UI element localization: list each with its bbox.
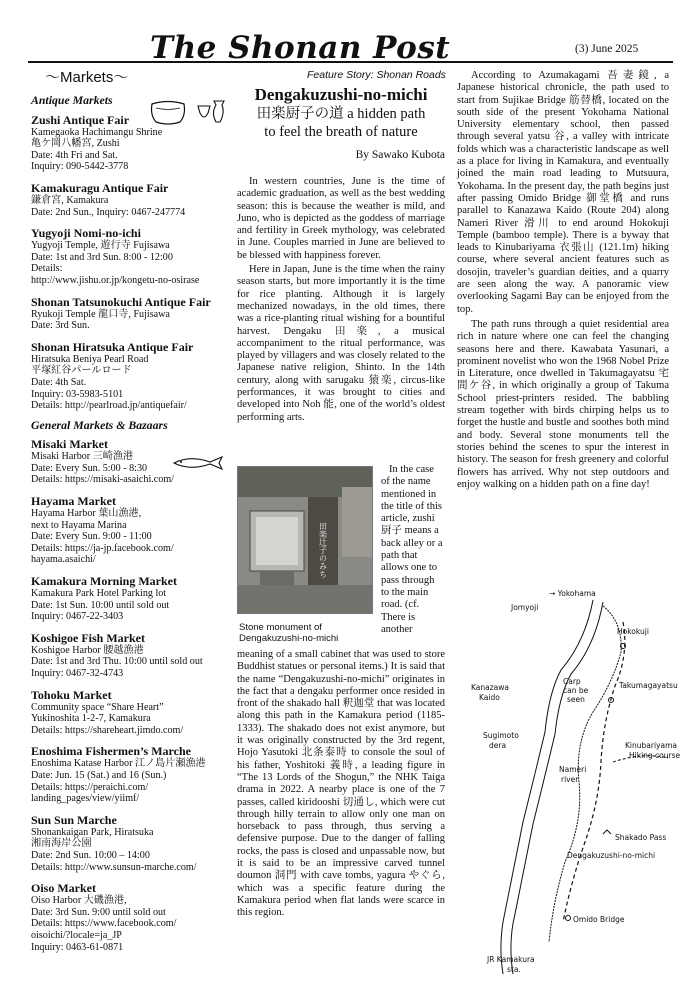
- market-entry: [31, 631, 241, 680]
- market-detail: Kamegaoka Hachimangu Shrine: [31, 126, 163, 138]
- markets-title: ～Markets～: [45, 69, 129, 86]
- market-name: Oiso Market: [31, 881, 96, 896]
- map-label-carp-2: can be: [563, 686, 589, 695]
- market-detail: Details: https://misaki-asaichi.com/: [31, 474, 174, 486]
- market-detail: 鎌倉宮, Kamakura: [31, 194, 109, 206]
- market-detail: Yukinoshita 1-2-7, Kamakura: [31, 713, 151, 725]
- market-detail: Inquiry: 0463-61-0871: [31, 941, 124, 953]
- article-paragraph: Here in Japan, June is the time when the rainy season starts, but more importantly it is the time for rice planting. Although it is largely mechanized nowadays, in the old times, there was a rice-planting ritual wishing for a bountiful harvest. Dengaku 田楽, a musical accompaniment to the ritual performance, was played by villagers and was closely related to the Japanese native religion, Shinto. In the 14th century, along with sarugaku 猿楽, circus-like performances, it was brought to cities and developed into Noh 能, one of the world’s oldest performing arts.: [237, 264, 445, 423]
- market-detail: Date: 1st Sun. 10:00 until sold out: [31, 599, 170, 611]
- map-label-shakado-pass: Shakado Pass: [615, 833, 667, 842]
- market-entry: [31, 574, 241, 623]
- general-markets-heading: General Markets & Bazaars: [31, 417, 168, 432]
- market-name: Zushi Antique Fair: [31, 112, 130, 127]
- photo-caption-line: Stone monument of: [239, 622, 322, 633]
- shakado-pass-marker: [603, 830, 611, 834]
- article-right-column: [457, 70, 669, 494]
- article-paragraph: According to Azumakagami 吾妻鏡, a Japanese historical chronicle, the path used to start from Sujikae Bridge 筋替橋, located on the south side of the present Yokohama National University elementary school, then passed through several yatsu 谷, a valley with intricate folds which was a characteristic landscape as well as a place for living in Kamakura, and eventually joined the main road leading to Mutsuura, Yokohama. In the present day, the path begins just after passing Omido Bridge 御堂橋 and runs parallel to Kanazawa Kaido (Route 204) along Nameri River 滑川 to end around Hokokuji Temple (bamboo temple). There is a byway that leads to Kinubariyama 衣張山 (121.1m) hiking course, where several ancient features such as dosojin, traveler’s guardian deities, and a quarry are seen along the way. A panoramic view overlooking Sagami Bay can be enjoyed from the top.: [457, 70, 669, 315]
- market-entry: [31, 437, 241, 486]
- market-detail: Enoshima Katase Harbor 江ノ島片瀬漁港: [31, 758, 206, 770]
- map-label-nameri-1: Nameri: [559, 765, 587, 774]
- market-detail: Ryukoji Temple 龍口寺, Fujisawa: [31, 308, 170, 320]
- market-detail: Inquiry: 0467-32-4743: [31, 668, 124, 679]
- market-name: Koshigoe Fish Market: [31, 630, 145, 645]
- market-entry: [31, 688, 241, 737]
- map-label-omido-bridge: Omido Bridge: [573, 915, 625, 924]
- map-label-yokohama: → Yokohama: [549, 589, 596, 598]
- market-detail: Date: 2nd Sun., Inquiry: 0467-247774: [31, 206, 186, 218]
- byline: By Sawako Kubota: [355, 149, 445, 161]
- article-heading: [237, 85, 445, 161]
- market-name: Hayama Market: [31, 494, 116, 509]
- market-entry: [31, 113, 241, 173]
- market-detail: Date: 4th Sat.: [31, 376, 87, 388]
- map-label-jr-kamakura: JR Kamakura: [487, 955, 535, 964]
- issue-date: (3) June 2025: [575, 43, 639, 55]
- market-entry: [31, 226, 241, 286]
- market-detail: 湘南海岸公園: [31, 838, 92, 850]
- market-detail: Date: 2nd Sun. 10:00 – 14:00: [31, 849, 150, 861]
- article-paragraph: In the case of the name mentioned in the title of this article, zushi 厨子 means a back alley or a path that allows one to pass through to the main road. (cf. There is another: [381, 464, 443, 635]
- market-detail: next to Hayama Marina: [31, 519, 127, 531]
- market-entry: [31, 813, 241, 873]
- map-label-kinubariyama-1: Kinubariyama: [625, 741, 677, 750]
- article-intro: [237, 176, 445, 426]
- market-detail: Date: 3rd Sun.: [31, 320, 90, 332]
- market-detail: oisoichi/?locale=ja_JP: [31, 929, 122, 941]
- market-name: Kamakura Morning Market: [31, 574, 177, 589]
- market-name: Misaki Market: [31, 437, 108, 452]
- market-detail: hayama.asaichi/: [31, 554, 96, 566]
- market-name: Tohoku Market: [31, 687, 112, 702]
- article-subtitle: 田楽厨子の道 a hidden path: [256, 106, 426, 122]
- map-label-sugimoto-1: Sugimoto: [483, 731, 519, 740]
- market-name: Enoshima Fishermen’s Marche: [31, 744, 191, 759]
- market-detail: Details: https://peraichi.com/: [31, 781, 149, 793]
- market-detail: Yugyoji Temple, 遊行寺 Fujisawa: [31, 240, 170, 252]
- market-name: Kamakuragu Antique Fair: [31, 180, 169, 195]
- article-subtitle-2: to feel the breath of nature: [264, 124, 418, 140]
- market-detail: Date: Jun. 15 (Sat.) and 16 (Sun.): [31, 769, 167, 781]
- market-detail: Hayama Harbor 葉山漁港,: [31, 508, 142, 520]
- header-rule: [28, 61, 673, 63]
- masthead: The Shonan Post: [150, 30, 451, 66]
- market-name: Yugyoji Nomi-no-ichi: [31, 226, 141, 241]
- market-detail: 亀ケ岡八幡宮, Zushi: [31, 138, 120, 150]
- map-label-carp-3: seen: [567, 695, 585, 704]
- nameri-river: [549, 606, 621, 942]
- market-detail: Date: Every Sun. 9:00 - 11:00: [31, 531, 152, 543]
- antique-markets-heading: Antique Markets: [31, 93, 113, 107]
- map-label-kanazawa: Kanazawa: [471, 683, 509, 692]
- map-label-kaido: Kaido: [479, 693, 500, 702]
- omido-bridge-marker: [566, 916, 571, 921]
- market-detail: Date: 1st and 3rd Sun. 8:00 - 12:00: [31, 251, 173, 263]
- market-entry: [31, 744, 241, 804]
- market-entry: [31, 881, 241, 953]
- market-detail: Details: https://www.facebook.com/: [31, 918, 177, 930]
- map-label-carp-1: Carp: [563, 677, 581, 686]
- map-label-sugimoto-2: dera: [489, 741, 507, 750]
- market-detail: Details:: [31, 263, 63, 275]
- market-detail: Inquiry: 090-5442-3778: [31, 161, 129, 173]
- market-detail: Koshigoe Harbor 腰越漁港: [31, 644, 144, 656]
- feature-tag: Feature Story: Shonan Roads: [307, 69, 446, 81]
- monument-photo: [237, 466, 373, 614]
- market-detail: Details: http://www.sunsun-marche.com/: [31, 861, 197, 873]
- market-detail: Inquiry: 03-5983-5101: [31, 388, 124, 400]
- market-detail: Details: https://ja-jp.facebook.com/: [31, 542, 174, 554]
- map-label-dengakuzushi: Dengakuzushi-no-michi: [567, 851, 656, 860]
- market-detail: Date: 3rd Sun. 9:00 until sold out: [31, 906, 166, 918]
- map-label-takumagayatsu: Takumagayatsu: [619, 681, 678, 690]
- article-title: Dengakuzushi-no-michi: [254, 85, 428, 104]
- market-entry: [31, 494, 241, 566]
- market-detail: Details: http://pearlroad.jp/antiquefair/: [31, 400, 187, 412]
- market-detail: Misaki Harbor 三崎漁港: [31, 451, 134, 463]
- monument-sign-text: 田楽辻子のみち: [318, 522, 328, 578]
- market-detail: Details: https://shareheart.jimdo.com/: [31, 724, 184, 736]
- article-continued: meaning of a small cabinet that was used to store Buddhist statues or personal items.) It is said that the name “Dengakuzushi-no-michi” originates in the fact that a dengaku performer once resided in front of the shakado hall 釈迦堂 that was located along this path in the Kamakura period (1185-1333). The shakado does not exist anymore, but it was originally constructed by the 3rd regent, Hojo Yasutoki 北条泰時 to console the soul of his father, Yoshitoki 義時, a leading figure in “The 13 Lords of the Shogun,” the NHK Taiga drama in 2022. A nearby place is one of the 7 passes, called kiridooshi 切通し, which were cut through hilly terrain to allow only one man on horseback to pass through, thus serving a defensive purpose. Due to the danger of falling rocks, the pass is closed and unpassable now, but it is said to be an impressive carved tunnel doumon 洞門 with cave tombs, yagura やぐら, which was a specific feature during the Kamakura period when flat lands were scarce in this region.: [237, 649, 445, 919]
- market-detail: Hiratsuka Beniya Pearl Road: [31, 353, 149, 365]
- antique-market-list: [31, 113, 241, 412]
- market-detail: Kamakura Park Hotel Parking lot: [31, 588, 167, 600]
- market-entry: [31, 295, 241, 332]
- market-detail: http://www.jishu.or.jp/kongetu-no-osirase: [31, 274, 200, 286]
- map-label-jr-sta: sta.: [507, 965, 521, 974]
- map-label-nameri-2: river: [561, 775, 579, 784]
- article-paragraph: In western countries, June is the time of academic graduation, as well as the best wedding season: this is because the weather is mild, and Juno, who is depicted as the goddess of marriage and fertility in Greek mythology, was celebrated in June. Couples married in June are believed to be blessed with happiness forever.: [237, 176, 445, 261]
- market-detail: Date: 1st and 3rd Thu. 10:00 until sold out: [31, 656, 203, 668]
- market-name: Shonan Hiratsuka Antique Fair: [31, 339, 194, 354]
- markets-column: [31, 91, 241, 961]
- beside-photo-text: [381, 464, 445, 636]
- photo-caption-line: Dengakuzushi-no-michi: [239, 633, 339, 644]
- market-entry: [31, 181, 241, 218]
- map-label-kinubariyama-2: Hiking course: [629, 751, 681, 760]
- market-detail: Date: Every Sun. 5:00 - 8:30: [31, 462, 148, 474]
- market-detail: Shonankaigan Park, Hiratsuka: [31, 826, 154, 838]
- market-detail: Date: 4th Fri and Sat.: [31, 149, 118, 161]
- market-detail: 平塚紅谷パールロード: [31, 365, 132, 377]
- market-name: Shonan Tatsunokuchi Antique Fair: [31, 294, 211, 309]
- map-label-jomyoji: Jomyoji: [511, 603, 539, 612]
- photo-caption: [239, 622, 338, 644]
- article-paragraph: The path runs through a quiet residential area rich in nature where one can feel the changing seasons here and there. Kawabata Yasunari, a prominent novelist who won the 1968 Nobel Prize in Literature, once dwelled in Takumagayatsu 宅間ケ谷, in which originally a group of Takuma School priest-printers resided. The babbling stream together with birds chirping helps us to forget the hustle and bustle and soothes both mind and body. Several stone monuments tell the stories behind the scenes to spur the interest in history. The season for fresh greenery and colorful flowers has arrived. Why not step outdoors and enjoy walking on a hidden path on a fine day!: [457, 318, 670, 490]
- market-entry: [31, 340, 241, 412]
- map-label-hokokuji: Hokokuji: [617, 627, 649, 636]
- market-detail: Inquiry: 0467-22-3403: [31, 611, 124, 623]
- market-detail: Oiso Harbor 大磯漁港,: [31, 895, 127, 907]
- route-map: [453, 582, 698, 982]
- market-detail: landing_pages/view/yiimf/: [31, 793, 140, 805]
- market-name: Sun Sun Marche: [31, 812, 117, 827]
- market-detail: Community space “Share Heart”: [31, 701, 164, 713]
- general-market-list: [31, 437, 241, 953]
